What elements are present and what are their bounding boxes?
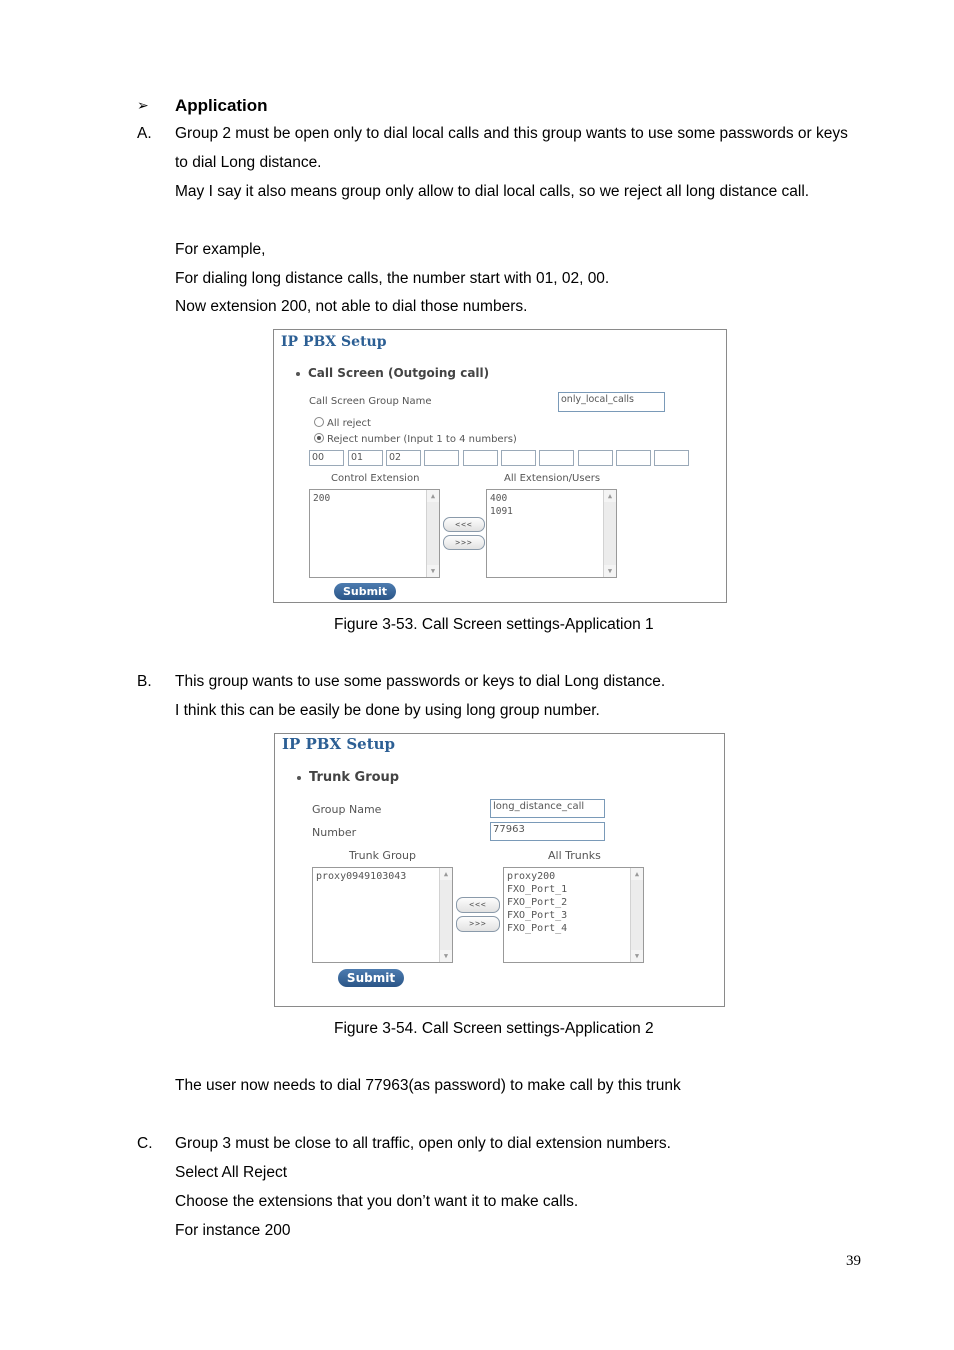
- list-item[interactable]: FXO_Port_3: [507, 910, 568, 921]
- radio-all-reject[interactable]: [314, 417, 371, 429]
- group-name-label: Call Screen Group Name: [309, 396, 432, 407]
- number-label: Number: [312, 826, 357, 839]
- page-number: 39: [846, 1253, 861, 1269]
- scroll-down-icon[interactable]: ▼: [427, 565, 439, 577]
- section-b-line: This group wants to use some passwords or keys to dial Long distance.: [175, 673, 666, 690]
- figure-1-section-title: [296, 366, 489, 380]
- section-c-line: Group 3 must be close to all traffic, open only to dial extension numbers.: [175, 1135, 671, 1152]
- radio-selected-icon: [314, 433, 324, 443]
- trunk-group-list[interactable]: [312, 867, 453, 963]
- radio-reject-number-label: Reject number (Input 1 to 4 numbers): [327, 434, 517, 445]
- figure-1-section-label: Call Screen (Outgoing call): [308, 366, 490, 380]
- scrollbar[interactable]: [439, 868, 452, 962]
- group-name-label: Group Name: [312, 803, 382, 816]
- bullet-icon: [297, 776, 301, 780]
- radio-reject-number[interactable]: [314, 433, 517, 445]
- radio-all-reject-label: All reject: [327, 418, 371, 429]
- figure-1-title: IP PBX Setup: [281, 334, 387, 350]
- scroll-down-icon[interactable]: ▼: [604, 565, 616, 577]
- scroll-down-icon[interactable]: ▼: [440, 950, 452, 962]
- section-a-line: For dialing long distance calls, the number start with 01, 02, 00.: [175, 270, 610, 287]
- section-c-line: For instance 200: [175, 1222, 291, 1239]
- section-b-marker: B.: [137, 673, 152, 690]
- bullet-icon: [296, 372, 300, 376]
- reject-number-input[interactable]: [654, 450, 689, 466]
- control-extension-list[interactable]: [309, 489, 440, 578]
- list-item[interactable]: 200: [313, 493, 331, 504]
- reject-number-input[interactable]: [501, 450, 536, 466]
- section-a-marker: A.: [137, 125, 152, 142]
- list-item[interactable]: proxy200: [507, 871, 556, 882]
- section-c-line: Choose the extensions that you don’t want it to make calls.: [175, 1193, 579, 1210]
- section-a-line: Now extension 200, not able to dial those numbers.: [175, 298, 528, 315]
- move-left-button[interactable]: <<<: [443, 517, 485, 532]
- section-c-line: Select All Reject: [175, 1164, 287, 1181]
- scrollbar[interactable]: [630, 868, 643, 962]
- figure-2-section-label: Trunk Group: [309, 770, 400, 785]
- submit-button[interactable]: Submit: [334, 583, 396, 600]
- all-extensions-list[interactable]: [486, 489, 617, 578]
- submit-button[interactable]: Submit: [338, 969, 404, 987]
- reject-number-input[interactable]: 01: [348, 450, 383, 466]
- scrollbar[interactable]: [603, 490, 616, 577]
- reject-number-input[interactable]: [539, 450, 574, 466]
- reject-number-input[interactable]: [463, 450, 498, 466]
- figure-2-title: IP PBX Setup: [282, 735, 396, 753]
- list-item[interactable]: 1091: [490, 506, 513, 517]
- all-extensions-label: All Extension/Users: [504, 473, 601, 484]
- figure-1-screenshot: [273, 329, 727, 603]
- section-a-line: For example,: [175, 241, 266, 258]
- section-heading: Application: [175, 96, 268, 115]
- list-item[interactable]: FXO_Port_2: [507, 897, 568, 908]
- scroll-up-icon[interactable]: ▲: [631, 868, 643, 880]
- reject-number-input[interactable]: [616, 450, 651, 466]
- trunk-group-label: Trunk Group: [349, 849, 416, 862]
- scroll-up-icon[interactable]: ▲: [440, 868, 452, 880]
- radio-icon: [314, 417, 324, 427]
- figure-1-caption: Figure 3-53. Call Screen settings-Application 1: [334, 616, 654, 633]
- reject-number-input[interactable]: 00: [309, 450, 344, 466]
- group-name-input[interactable]: long_distance_call: [490, 799, 605, 818]
- figure-2-caption: Figure 3-54. Call Screen settings-Application 2: [334, 1020, 654, 1037]
- list-item[interactable]: FXO_Port_4: [507, 923, 568, 934]
- heading-bullet: ➢: [137, 97, 149, 113]
- section-c-marker: C.: [137, 1135, 153, 1152]
- scroll-down-icon[interactable]: ▼: [631, 950, 643, 962]
- reject-number-input[interactable]: 02: [386, 450, 421, 466]
- list-item[interactable]: 400: [490, 493, 508, 504]
- move-left-button[interactable]: <<<: [456, 897, 500, 913]
- number-input[interactable]: 77963: [490, 822, 605, 841]
- section-a-line: Group 2 must be open only to dial local calls and this group wants to use some passwords or keys: [175, 125, 848, 142]
- password-note: The user now needs to dial 77963(as password) to make call by this trunk: [175, 1077, 681, 1094]
- section-a-line: May I say it also means group only allow to dial local calls, so we reject all long distance call.: [175, 183, 810, 200]
- control-extension-label: Control Extension: [331, 473, 420, 484]
- move-right-button[interactable]: >>>: [443, 535, 485, 550]
- section-a-line: to dial Long distance.: [175, 154, 322, 171]
- scroll-up-icon[interactable]: ▲: [427, 490, 439, 502]
- scrollbar[interactable]: [426, 490, 439, 577]
- section-b-line: I think this can be easily be done by using long group number.: [175, 702, 600, 719]
- reject-number-input[interactable]: [424, 450, 459, 466]
- reject-number-input[interactable]: [578, 450, 613, 466]
- scroll-up-icon[interactable]: ▲: [604, 490, 616, 502]
- move-right-button[interactable]: >>>: [456, 916, 500, 932]
- all-trunks-label: All Trunks: [548, 849, 601, 862]
- all-trunks-list[interactable]: [503, 867, 644, 963]
- group-name-input[interactable]: only_local_calls: [558, 392, 665, 412]
- list-item[interactable]: proxy0949103043: [316, 871, 407, 882]
- figure-2-screenshot: [274, 733, 725, 1007]
- list-item[interactable]: FXO_Port_1: [507, 884, 568, 895]
- figure-2-section-title: [297, 770, 399, 785]
